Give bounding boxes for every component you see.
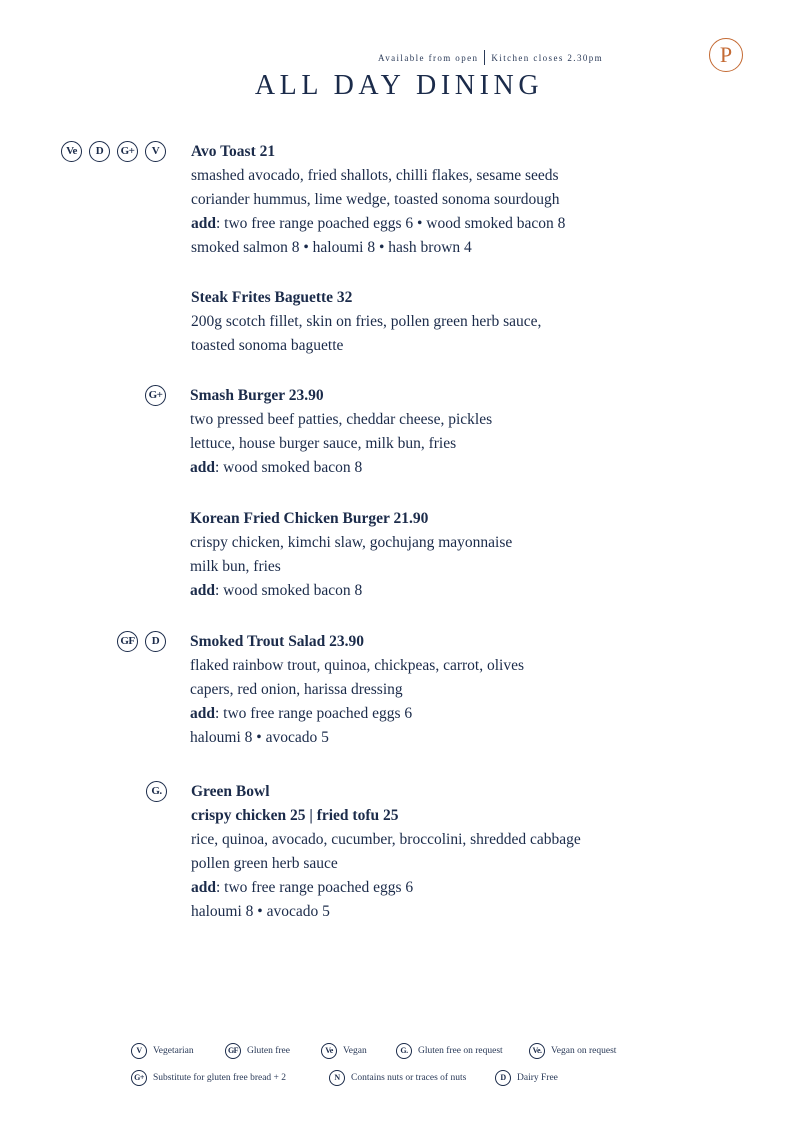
menu-item-description-line bbox=[191, 852, 581, 876]
menu-item-description-line bbox=[191, 828, 581, 852]
vegetarian-icon: V bbox=[145, 141, 166, 162]
legend-entry-gf-bread-substitute bbox=[131, 1070, 286, 1086]
menu-item-name: Smoked Trout Salad 23.90 bbox=[190, 633, 364, 650]
availability-text: Available from open bbox=[378, 53, 479, 63]
line-text: : two free range poached eggs 6 • wood smoked bacon 8 bbox=[216, 215, 566, 232]
menu-item-text bbox=[190, 507, 512, 603]
menu-item-description-line bbox=[190, 678, 524, 702]
legend-label: Vegan on request bbox=[551, 1046, 617, 1056]
line-text: coriander hummus, lime wedge, toasted sonoma sourdough bbox=[191, 191, 560, 208]
legend-entry-vegan bbox=[321, 1043, 367, 1059]
line-text: toasted sonoma baguette bbox=[191, 337, 344, 354]
menu-item-description-line bbox=[190, 654, 524, 678]
line-text: haloumi 8 • avocado 5 bbox=[191, 903, 330, 920]
bold-label: add bbox=[191, 215, 216, 232]
menu-item-description-line bbox=[190, 456, 492, 480]
line-text: flaked rainbow trout, quinoa, chickpeas, carrot, olives bbox=[190, 657, 524, 674]
menu-item-description-line bbox=[191, 310, 541, 334]
line-text: haloumi 8 • avocado 5 bbox=[190, 729, 329, 746]
dairy-free-icon: D bbox=[495, 1070, 511, 1086]
menu-item-name: Steak Frites Baguette 32 bbox=[191, 289, 353, 306]
legend-entry-gluten-free-on-request bbox=[396, 1043, 503, 1059]
menu-item-text bbox=[191, 780, 581, 924]
menu-item-name: Smash Burger 23.90 bbox=[190, 387, 324, 404]
dairy-free-icon: D bbox=[145, 631, 166, 652]
menu-item-description-line bbox=[191, 334, 541, 358]
legend-entry-gluten-free bbox=[225, 1043, 290, 1059]
dietary-badges bbox=[145, 385, 166, 406]
vegan-icon: Ve bbox=[321, 1043, 337, 1059]
bold-label: add bbox=[190, 705, 215, 722]
menu-item-name: Avo Toast 21 bbox=[191, 143, 276, 160]
legend-label: Gluten free on request bbox=[418, 1046, 503, 1056]
line-text: crispy chicken, kimchi slaw, gochujang mayonnaise bbox=[190, 534, 513, 551]
bold-label: add bbox=[190, 582, 215, 599]
gluten-free-on-request-icon: G. bbox=[396, 1043, 412, 1059]
menu-item-description-line bbox=[190, 702, 524, 726]
menu-item-text bbox=[190, 630, 524, 750]
legend-entry-vegetarian bbox=[131, 1043, 194, 1059]
menu-item-text bbox=[190, 384, 492, 480]
dietary-badges bbox=[61, 141, 166, 162]
legend-entry-dairy-free bbox=[495, 1070, 558, 1086]
line-text: 200g scotch fillet, skin on fries, pollen green herb sauce, bbox=[191, 313, 542, 330]
contains-nuts-icon: N bbox=[329, 1070, 345, 1086]
menu-item-description-line bbox=[191, 164, 565, 188]
bold-label: crispy chicken 25 | fried tofu 25 bbox=[191, 807, 399, 824]
line-text: : wood smoked bacon 8 bbox=[215, 459, 363, 476]
gf-bread-substitute-icon: G+ bbox=[131, 1070, 147, 1086]
legend-label: Gluten free bbox=[247, 1046, 290, 1056]
line-text: rice, quinoa, avocado, cucumber, broccolini, shredded cabbage bbox=[191, 831, 581, 848]
gf-bread-substitute-icon: G+ bbox=[145, 385, 166, 406]
gluten-free-icon: GF bbox=[225, 1043, 241, 1059]
menu-item-description-line bbox=[190, 726, 524, 750]
logo-p-icon: P bbox=[709, 38, 743, 72]
line-text: lettuce, house burger sauce, milk bun, fries bbox=[190, 435, 457, 452]
line-text: capers, red onion, harissa dressing bbox=[190, 681, 403, 698]
vegetarian-icon: V bbox=[131, 1043, 147, 1059]
legend-label: Contains nuts or traces of nuts bbox=[351, 1073, 467, 1083]
menu-item-description-line bbox=[190, 432, 492, 456]
menu-item-description-line bbox=[190, 555, 512, 579]
line-text: : two free range poached eggs 6 bbox=[216, 879, 414, 896]
kitchen-closes-text: Kitchen closes 2.30pm bbox=[491, 53, 604, 63]
legend-label: Dairy Free bbox=[517, 1073, 558, 1083]
menu-item-description-line bbox=[190, 579, 512, 603]
dietary-badges bbox=[146, 781, 167, 802]
gluten-free-icon: GF bbox=[117, 631, 138, 652]
menu-item-description-line bbox=[191, 188, 565, 212]
legend-entry-vegan-on-request bbox=[529, 1043, 616, 1059]
divider bbox=[484, 50, 485, 65]
legend-label: Substitute for gluten free bread + 2 bbox=[153, 1073, 287, 1083]
legend-label: Vegan bbox=[343, 1046, 367, 1056]
bold-label: add bbox=[190, 459, 215, 476]
menu-item-text bbox=[191, 140, 565, 260]
line-text: : two free range poached eggs 6 bbox=[215, 705, 413, 722]
menu-item-name: Green Bowl bbox=[191, 783, 270, 800]
vegan-icon: Ve bbox=[61, 141, 82, 162]
menu-item-description-line bbox=[190, 408, 492, 432]
bold-label: add bbox=[191, 879, 216, 896]
line-text: pollen green herb sauce bbox=[191, 855, 338, 872]
menu-item-description-line bbox=[190, 531, 512, 555]
line-text: : wood smoked bacon 8 bbox=[215, 582, 363, 599]
legend-label: Vegetarian bbox=[153, 1046, 194, 1056]
legend-entry-contains-nuts bbox=[329, 1070, 466, 1086]
page-title: ALL DAY DINING bbox=[254, 70, 544, 101]
gf-bread-substitute-icon: G+ bbox=[117, 141, 138, 162]
menu-item-description-line bbox=[191, 212, 565, 236]
dairy-free-icon: D bbox=[89, 141, 110, 162]
vegan-on-request-icon: Ve. bbox=[529, 1043, 545, 1059]
menu-item-name: Korean Fried Chicken Burger 21.90 bbox=[190, 510, 429, 527]
menu-item-description-line bbox=[191, 804, 581, 828]
line-text: milk bun, fries bbox=[190, 558, 281, 575]
hours-line bbox=[378, 50, 603, 65]
menu-item-description-line bbox=[191, 876, 581, 900]
line-text: smoked salmon 8 • haloumi 8 • hash brown 4 bbox=[191, 239, 472, 256]
dietary-badges bbox=[117, 631, 166, 652]
line-text: smashed avocado, fried shallots, chilli flakes, sesame seeds bbox=[191, 167, 559, 184]
menu-item-text bbox=[191, 286, 541, 358]
menu-item-description-line bbox=[191, 236, 565, 260]
gluten-free-on-request-icon: G. bbox=[146, 781, 167, 802]
line-text: two pressed beef patties, cheddar cheese, pickles bbox=[190, 411, 493, 428]
menu-item-description-line bbox=[191, 900, 581, 924]
